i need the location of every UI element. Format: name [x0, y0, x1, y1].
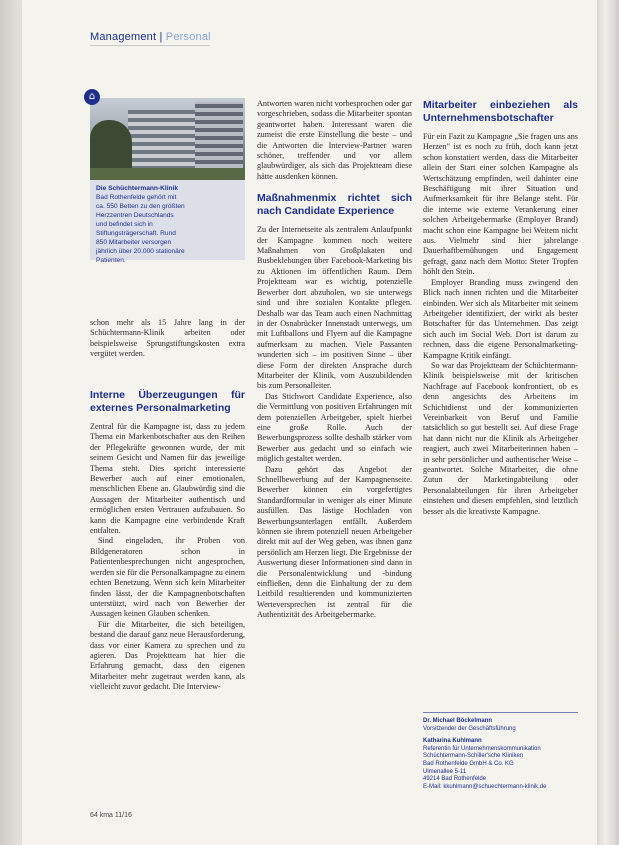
column-3 — [423, 99, 578, 517]
paragraph: Dazu gehört das Angebot der Schnellbewerbung auf der Kampagnenseite. Bewerber können ein vorgefertigtes Standardformular in weniger als einer Minute ausfüllen. Das lästige Hochladen von Bewerbungsunterlagen entfällt. Außerdem können sie ihrem potenziell neuen Arbeitgeber direkt mit auf der Weg geben, was ihnen ganz persönlich am Herzen liegt. Die Ergebnisse der Auswertung dieser Informationen sind dann in die Personalentwicklung und -bindung einfließen, denn die Einhaltung der zu dem Leitbild resultierenden und kommunizierten Werteversprechen ist zentral für die Authentizität des Arbeitgebermarke. — [257, 464, 412, 620]
author-rule — [423, 712, 578, 713]
photo-caption — [90, 180, 245, 264]
lawn — [90, 168, 245, 180]
header-rule — [90, 45, 210, 46]
paragraph: Für ein Fazit zu Kampagne „Sie fragen uns ans Herzen" ist es noch zu früh, doch kann jetzt schon konstatiert werden, dass die Mitarbeiter allein der Start einer solchen Kampagne als Wertschätzung empfinden, weil dahinter eine Beschäftigung mit ihrer Situation und Aufmerksamkeit für ihre Belange steht. Für die interne wie externe Verankerung einer solchen Arbeitgebermarke (Employer Brand) macht schon eine Kampagne bei Weitem nicht aus. Vielmehr sind hier jahrelange Dauerhaftbemühungen und Engagement gefragt, ganz nach dem Motto: Steter Tropfen höhlt den Stein. — [423, 132, 578, 277]
paragraph: Für die Mitarbeiter, die sich beteiligen, bestand die darauf ganz neue Herausforderung, dass vor einer Kamera zu sprechen und zu agieren. Das Projektteam hat hier die Erfahrung gemacht, dass den eigenen Mitarbeiter mehr zugetraut werden kann, als vielleicht zuvor gedacht. Die Interview- — [90, 619, 245, 692]
caption-line: Bad Rothenfelde gehört mit — [96, 194, 177, 201]
author-org: Bad Rothenfelde GmbH & Co. KG — [423, 760, 514, 767]
caption-line: jährlich über 20.000 stationäre — [96, 248, 185, 255]
heading-employees-ambassadors: Mitarbeiter einbeziehen als Unternehmensbotschafter — [423, 99, 578, 124]
paragraph: Zu der Internetseite als zentralem Anlaufpunkt der Kampagne kommen noch weitere Maßnahmen von Großplakaten und Busbeklebungen über Facebook-Marketing bis zu Aktionen im öffentlichen Raum. Dem Projektteam war es wichtig, potenzielle Bewerber dort abzuholen, wo sie unterwegs sind und ihre sozialen Kontakte pflegen. Deshalb war das Team auch einen Nachmittag in der Osnabrücker Innenstadt unterwegs, um mit Luftballons und Flyern auf die Kampagne aufmerksam zu machen. Viele Passanten wunderten sich – im positiven Sinne – über diese Form der direkten Ansprache durch Mitarbeiter der Klinik, vom Auszubildenden bis zum Personalleiter. — [257, 225, 412, 391]
author-city: 49214 Bad Rothenfelde — [423, 776, 487, 783]
caption-line: Herzzentren Deutschlands — [96, 212, 174, 219]
column-1 — [90, 389, 245, 693]
author-role: Vorsitzender der Geschäftsführung — [423, 725, 516, 732]
heading-measures-mix: Maßnahmenmix richtet sich nach Candidate Experience — [257, 192, 412, 218]
paragraph: Antworten waren nicht vorbesprochen oder gar vorgeschrieben, sodass die Mitarbeiter spontan geantwortet haben. Interessant waren die zumeist die erste Einstellung die beste – und die Antworten die Interview-Partner waren schöner, treffender und vor allem glaubwürdiger, als sich das Projektteam diese hätte ausdenken können. — [257, 99, 412, 181]
paragraph: Sind eingeladen, ihr Proben von Bildgeneratoren schon in Patientenbesprechungen nicht angesprochen, werden sie für die Personalkampagne zu einem echten Benetzung. Wenn sich kein Mitarbeiter finden lässt, der die Kampagnenbotschaften unterstützt, wird nach von Bewerber der Aussagen keinen Glauben schenken. — [90, 536, 245, 619]
author-org: Schüchtermann-Schiller'sche Kliniken — [423, 753, 524, 760]
page-edge-shadow — [0, 0, 24, 845]
author-box — [423, 718, 583, 791]
caption-line: ca. 550 Betten zu den größten — [96, 203, 185, 210]
paragraph: Zentral für die Kampagne ist, dass zu jedem Thema ein Markenbotschafter aus den Reihen der Pflegekräfte gewonnen wurde, der mit seinem Gesicht und Namen für das jeweilige Thema steht. Dies spricht interessierte Bewerber auch auf einer emotionalen, menschlichen Ebene an. Glaubwürdig sind die Aussagen der Mitarbeiter authentisch und ermöglichen ersten Vertrauen aufzubauen. So kann die Kampagne eine verbindende Kraft entfalten. — [90, 422, 245, 536]
column-2 — [257, 99, 412, 621]
column-1-intro — [90, 318, 245, 360]
caption-line: Patienten. — [96, 257, 126, 264]
author-email: E-Mail: kkuhlmann@schuechtermann-klinik.de — [423, 783, 547, 790]
author-name: Katharina Kuhlmann — [423, 738, 482, 745]
building-main — [128, 110, 198, 170]
subsection-label: Personal — [165, 31, 211, 43]
paragraph: schon mehr als 15 Jahre lang in der Schüchtermann-Klinik arbeiten oder beispielsweise Sprungstiftungskosten extra vergütet werden. — [90, 318, 245, 359]
author-name: Dr. Michael Böckelmann — [423, 718, 493, 724]
author-street: Ulmenallee 5-11 — [423, 768, 467, 775]
caption-line: und befindet sich in — [96, 221, 153, 228]
caption-line: 850 Mitarbeiter versorgen — [96, 239, 172, 246]
author-role: Referentin für Unternehmenskommunikation — [423, 745, 541, 752]
home-icon: ⌂ — [84, 89, 100, 105]
caption-line: Stiftungsträgerschaft. Rund — [96, 230, 176, 237]
page-footer: 64 kma 11/16 — [90, 812, 132, 819]
paragraph: Das Stichwort Candidate Experience, also die Vermittlung von positiven Erfahrungen mit dem potenziellen Arbeitgeber, spielt hierbei eine große Rolle. Auch der Bewerbungsprozess sollte deshalb stärker vom Bewerber aus gedacht und so einfach wie möglich gestaltet werden. — [257, 391, 412, 464]
paragraph: Employer Branding muss zwingend den Blick nach innen richten und die Mitarbeiter einbinden. Wer sich als Mitarbeiter mit seinem Arbeitgeber identifiziert, der wirkt als bester Botschafter für das Unternehmen. Das zeigt sich auch im Social Web. Dort ist darum zu rechnen, dass die eigene Personalmarketing-Kampagne Kritik einfängt. — [423, 277, 578, 360]
section-label: Management | — [90, 31, 163, 43]
heading-internal-convictions: Interne Überzeugungen für externes Personalmarketing — [90, 389, 245, 414]
building-tower — [195, 102, 243, 172]
binding-spine — [597, 0, 619, 845]
section-header — [90, 31, 211, 43]
caption-title: Die Schüchtermann-Klinik — [96, 185, 179, 192]
clinic-photo — [90, 98, 245, 180]
paragraph: So war das Projektteam der Schüchtermann-Klinik beispielsweise mit der kritischen Nachfrage auf Facebook konfrontiert, ob es denn angesichts des Arbeitens im Schichtdienst und der kommunizierten Vereinbarkeit von Beruf und Familie tatsächlich so gut bestellt sei. Auf diese Frage hat dann nicht nur die Klinik als Arbeitgeber reagiert, auch zwei Mitarbeiterinnen haben – in sehr persönlicher und authentischer Weise – geantwortet. Solche Mitarbeiter, die ohne Zutun der Marketingabteilung oder Personalabteilungen für ihren Arbeitgeber einstehen und diesen empfehlen, sind letztlich besser als die kreativste Kampagne. — [423, 360, 578, 516]
